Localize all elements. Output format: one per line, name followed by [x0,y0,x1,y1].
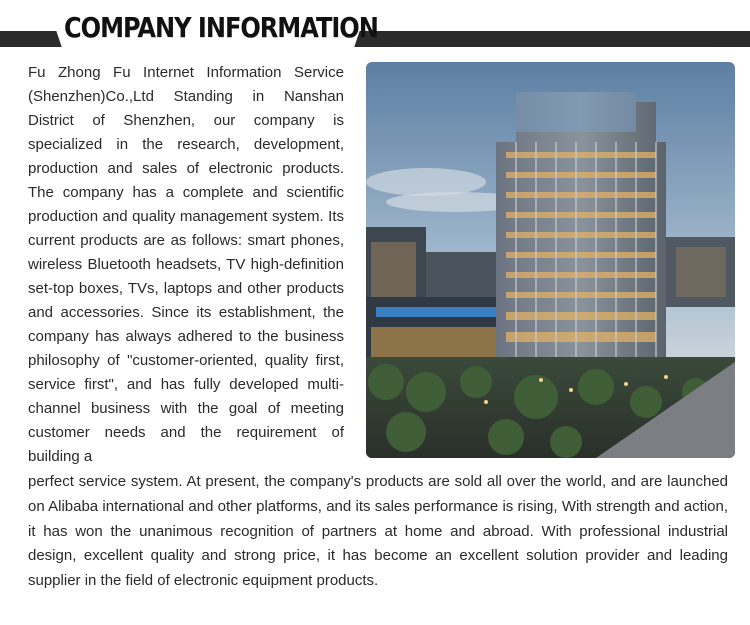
company-description-text: Fu Zhong Fu Internet Information Service (Shenzhen)Co.,Ltd Standing in Nanshan District of Shenzhen, our company is specialized in the research, development, production and sales of electronic products. The company has a complete and scientific production and quality management system. Its current products are as follows: smart phones, wireless Bluetooth headsets, TV high-definition set-top boxes, TVs, laptops and other products and accessories. Since its establishment, the company has always adhered to the business philosophy of "customer-oriented, quality first, service first", and has fully developed multi-channel business with the goal of meeting customer needs and the requirement of building a [28,64,344,465]
company-description-continued-text: perfect service system. At present, the company's products are sold all over the world, and are launched on Alibaba international and other platforms, and its sales performance is rising, With strength and action, it has won the unanimous recognition of partners at home and abroad. With professional industrial design, excellent quality and strong price, it has become an excellent solution provider and leading supplier in the field of electronic equipment products. [28,473,728,590]
company-building-photo [366,62,735,458]
page-title: COMPANY INFORMATION [64,11,378,44]
